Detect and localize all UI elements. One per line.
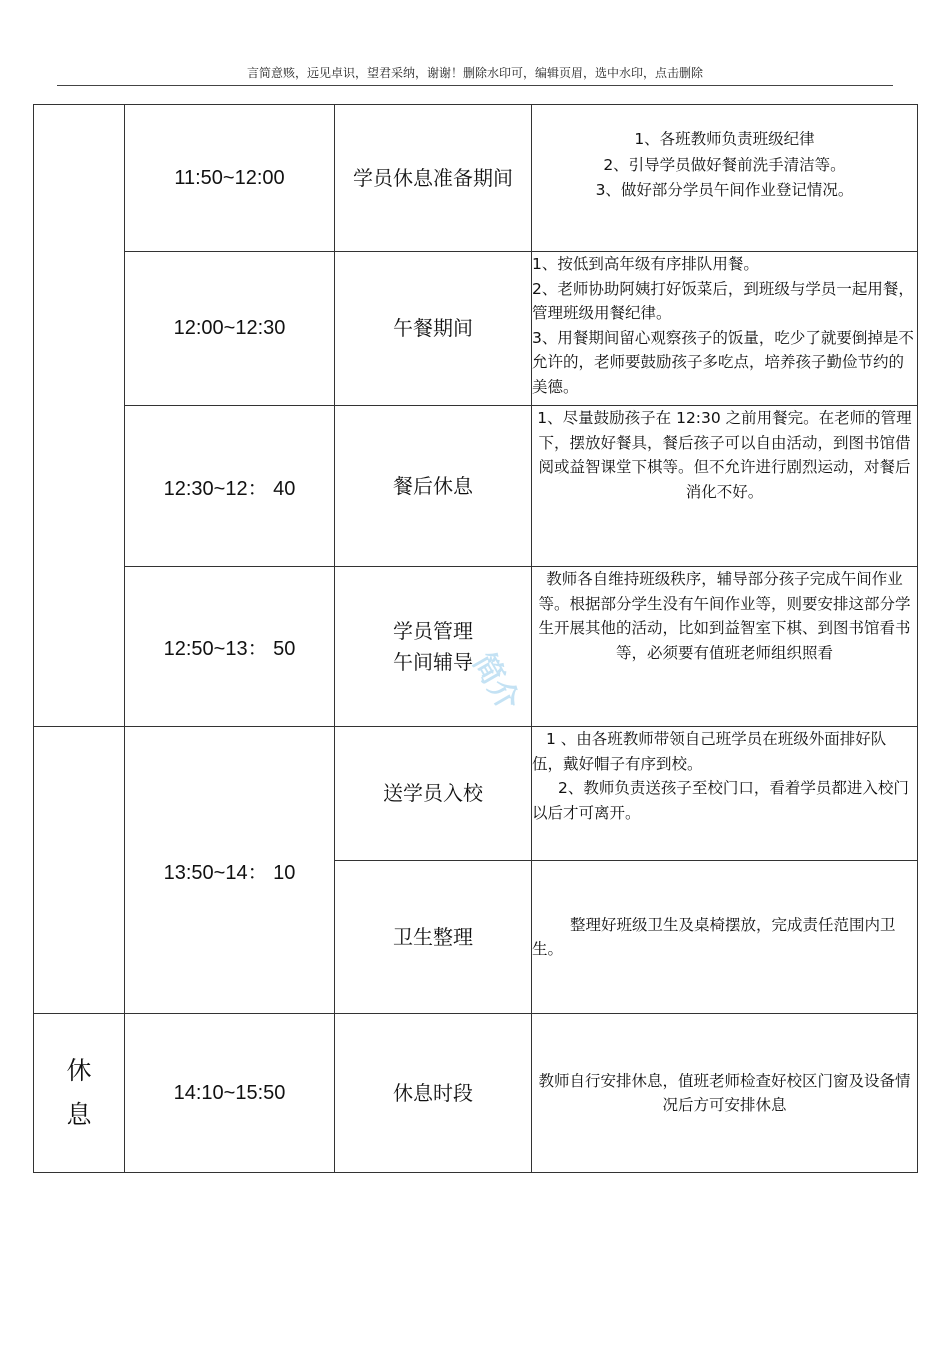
schedule-table bbox=[33, 104, 918, 1173]
section-label: 休 bbox=[66, 1056, 92, 1085]
table-row bbox=[34, 1014, 918, 1173]
details-cell bbox=[532, 727, 918, 861]
table-row bbox=[34, 406, 918, 567]
detail-line: 1、各班教师负责班级纪律 bbox=[634, 130, 815, 148]
details-cell bbox=[532, 252, 918, 406]
detail-line: 1、尽量鼓励孩子在 12:30 之前用餐完。在老师的管理下，摆放好餐具，餐后孩子可以自由活动，到图书馆借阅或益智课堂下棋等。但不允许进行剧烈运动，对餐后消化不好。 bbox=[537, 409, 912, 501]
activity-line: 午间辅导 bbox=[393, 649, 473, 674]
section-label: 息 bbox=[66, 1100, 92, 1129]
section-cell-empty bbox=[34, 727, 125, 1014]
detail-line: 2、老师协助阿姨打好饭菜后，到班级与学员一起用餐，管理班级用餐纪律。 bbox=[532, 279, 914, 322]
header-note: 言简意赅，远见卓识，望君采纳，谢谢！删除水印可，编辑页眉，选中水印，点击删除 bbox=[246, 66, 703, 80]
section-cell-empty bbox=[34, 105, 125, 727]
details-cell bbox=[532, 105, 918, 252]
activity-cell: 卫生整理 bbox=[335, 861, 532, 1014]
details-cell bbox=[532, 861, 918, 1014]
detail-line: 2、教师负责送孩子至校门口，看着学员都进入校门以后才可离开。 bbox=[532, 779, 909, 822]
table-row bbox=[34, 105, 918, 252]
activity-cell: 学员休息准备期间 bbox=[335, 105, 532, 252]
time-cell: 13:50~14： 10 bbox=[125, 727, 335, 1014]
table-row bbox=[34, 252, 918, 406]
detail-line: 1、按低到高年级有序排队用餐。 bbox=[532, 255, 759, 273]
detail-line: 教师各自维持班级秩序，辅导部分孩子完成午间作业等。根据部分学生没有午间作业等，则要安排这部分学生开展其他的活动，比如到益智室下棋、到图书馆看书等，必须要有值班老师组织照看 bbox=[538, 570, 911, 662]
detail-line: 3、做好部分学员午间作业登记情况。 bbox=[595, 181, 854, 199]
time-cell: 12:50~13： 50 bbox=[125, 567, 335, 727]
activity-cell: 餐后休息 bbox=[335, 406, 532, 567]
detail-line: 整理好班级卫生及桌椅摆放，完成责任范围内卫生。 bbox=[532, 915, 896, 958]
header-divider bbox=[57, 85, 893, 86]
time-cell: 11:50~12:00 bbox=[125, 105, 335, 252]
details-cell bbox=[532, 406, 918, 567]
detail-line: 2、引导学员做好餐前洗手清洁等。 bbox=[603, 155, 846, 174]
details-cell bbox=[532, 567, 918, 727]
activity-line: 学员管理 bbox=[393, 618, 473, 643]
watermark[interactable]: 简介 bbox=[465, 647, 526, 717]
time-cell: 12:30~12： 40 bbox=[125, 406, 335, 567]
activity-cell: 休息时段 bbox=[335, 1014, 532, 1173]
activity-cell bbox=[335, 567, 532, 727]
table-row bbox=[34, 727, 918, 861]
activity-cell: 送学员入校 bbox=[335, 727, 532, 861]
table-row bbox=[34, 567, 918, 727]
detail-line: 教师自行安排休息，值班老师检查好校区门窗及设备情况后方可安排休息 bbox=[538, 1071, 911, 1114]
time-cell: 14:10~15:50 bbox=[125, 1014, 335, 1173]
time-cell: 12:00~12:30 bbox=[125, 252, 335, 406]
section-cell-rest bbox=[34, 1014, 125, 1173]
details-cell bbox=[532, 1014, 918, 1173]
activity-cell: 午餐期间 bbox=[335, 252, 532, 406]
detail-line: 1 、由各班教师带领自己班学员在班级外面排好队伍，戴好帽子有序到校。 bbox=[532, 730, 887, 773]
detail-line: 3、用餐期间留心观察孩子的饭量，吃少了就要倒掉是不允许的，老师要鼓励孩子多吃点，培养孩子勤俭节约的美德。 bbox=[532, 328, 914, 396]
